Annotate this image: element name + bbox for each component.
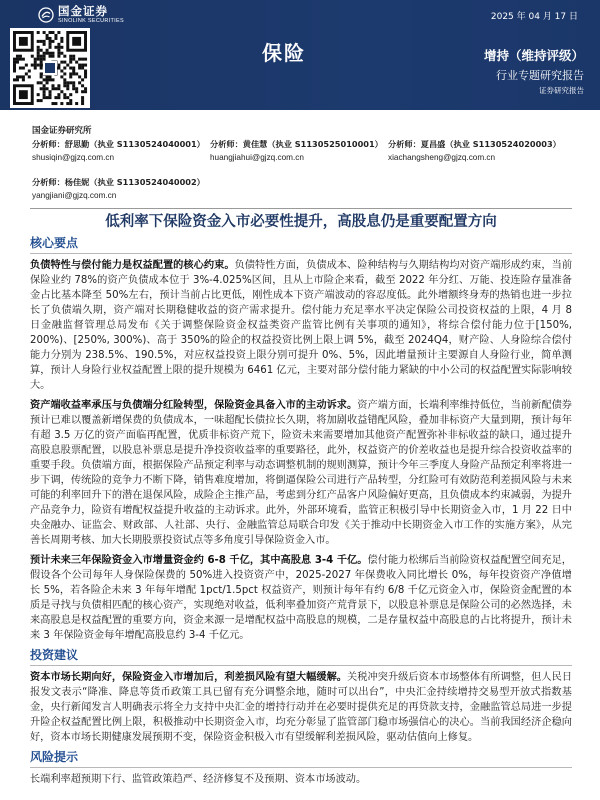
qr-module [78,75,81,78]
qr-module [54,37,57,40]
qr-module [51,55,54,58]
qr-module [13,67,16,70]
qr-module [60,46,63,49]
qr-module [37,64,40,67]
logo-english-name: SINOLINK SECURITIES [58,18,124,24]
qr-module [31,55,34,58]
qr-module [66,84,69,87]
qr-module [66,96,69,99]
qr-module [43,84,46,87]
qr-module [75,90,78,93]
qr-module [57,87,60,90]
analyst-email: xiachangsheng@gjzq.com.cn [388,153,496,162]
section-investment-advice [30,648,572,745]
paragraph [30,553,572,643]
qr-module [13,69,16,72]
analyst-label: 分析师：舒思勤（执业 S1130524040001） [32,139,205,149]
qr-module [40,40,43,43]
qr-module [66,87,69,90]
paragraph-body: 长端利率超预期下行、监管政策趋严、经济修复不及预期、资本市场波动。 [30,774,367,785]
qr-module [40,75,43,78]
qr-module [49,55,52,58]
qr-module [72,67,75,70]
qr-module [16,78,19,81]
qr-module [78,58,81,61]
qr-module [66,81,69,84]
paragraph [30,398,572,548]
qr-module [34,61,37,64]
analyst-email: shusiqin@gjzq.com.cn [32,153,115,162]
qr-module [43,93,46,96]
qr-module [49,31,52,34]
qr-module [57,46,60,49]
qr-module [63,93,66,96]
qr-module [49,52,52,55]
divider [30,208,572,209]
section-heading: 风险提示 [30,750,572,768]
qr-module [81,78,84,81]
section-heading: 投资建议 [30,648,572,666]
qr-module [63,96,66,99]
qr-module [46,75,49,78]
qr-module [13,64,16,67]
qr-module [69,99,72,102]
qr-module [57,96,60,99]
qr-module [72,37,81,46]
qr-module [81,58,84,61]
qr-module [46,96,49,99]
report-header [0,0,600,110]
qr-module [60,102,63,105]
qr-module [37,31,40,34]
qr-module [60,69,63,72]
qr-module [75,61,78,64]
report-body [30,236,572,794]
rating-label: 增持（维持评级） [483,48,584,63]
qr-module [45,63,55,73]
qr-module [19,75,22,78]
qr-module [57,67,60,70]
qr-module [13,61,16,64]
institute-name: 国金证券研究所 [32,126,92,136]
qr-module [84,64,87,67]
qr-module [75,102,78,105]
qr-module [37,52,40,55]
qr-module [54,102,57,105]
paragraph-body: 偿付能力松绑后当前险资权益配置空间充足，假设各个公司每年人身保险保费的 50%进入投资资产中，2025-2027 年保费收入同比增长 0%，每年投资资产净值增长 5%，若各险企未来 3 年每年增配 1pct/1.5pct 权益资产，则预计每年有约 6/8 千亿元资金入市，保险资金配置的本质是寻找与负债相匹配的核心资产，实现绝对收益，低利率叠加资产荒背景下，以股息补票息是保险公司的必然选择，未来高股息是权益配置的重要方向，资金来源一是增配权益中高股息的规模，二是存量权益中高股息的占比将提升，预计未来 3 年保险资金每年增配高股息约 3-4 千亿元。 [30,555,572,641]
qr-module [13,78,16,81]
qr-module [60,61,63,64]
qr-module [37,99,40,102]
paragraph-lead: 负债特性与偿付能力是权益配置的核心约束。 [30,260,235,271]
section-risk-warning [30,750,572,787]
paragraph-lead: 资产端收益率承压与负债端分红险转型，保险资金具备入市的主动诉求。 [30,400,358,411]
qr-module [37,81,40,84]
qr-module [13,58,16,61]
qr-module [37,55,40,58]
qr-module [78,64,81,67]
qr-module [54,34,57,37]
qr-module [43,31,46,34]
qr-module [54,87,57,90]
qr-module [49,75,52,78]
qr-module [40,81,43,84]
qr-module [84,69,87,72]
qr-module [49,93,52,96]
qr-module [63,55,66,58]
qr-module [69,72,72,75]
analyst-entry [388,138,561,164]
qr-module [16,75,19,78]
qr-module [84,75,87,78]
report-type: 行业专题研究报告 [496,69,584,82]
qr-module [46,78,49,81]
qr-module [78,67,81,70]
qr-module [51,31,54,34]
qr-module [37,93,40,96]
qr-module [57,49,60,52]
qr-module [40,58,43,61]
qr-module [16,55,19,58]
qr-module [28,75,31,78]
qr-module [40,55,43,58]
qr-module [57,64,60,67]
qr-code-graphic [10,28,90,108]
qr-module [57,93,60,96]
qr-module [31,64,34,67]
qr-module [81,84,84,87]
section-key-points [30,236,572,643]
logo-icon [38,7,54,23]
qr-module [34,58,37,61]
qr-module [40,72,43,75]
report-date: 2025 年 04 月 17 日 [490,12,578,22]
qr-module [22,78,25,81]
qr-module [72,55,75,58]
qr-module [72,84,75,87]
qr-module [63,72,66,75]
paragraph [30,772,572,787]
qr-module [60,37,63,40]
qr-module [40,67,43,70]
qr-module [63,84,66,87]
qr-module [46,37,49,40]
qr-module [49,46,52,49]
qr-module [69,61,72,64]
paragraph-body: 负债特性方面，负债成本、险种结构与久期结构均对资产端形成约束，当前保险业约 78%的资产负债成本位于 3%-4.025%区间，且从上市险企来看，截至 2022 年分红、万能、投连险存量准备金占比基本降至 50%左右，预计当前占比更低，刚性成本下资产端波动的容忍度低。此外增额终身寿的热销也进一步拉长了负债端久期，资产端对长期稳健收益的资产需求提升。偿付能力充足率水平决定保险公司投资权益的上限，4 月 8 日金融监督管理总局发布《关于调整保险资金权益类资产监管比例有关事项的通知》，将综合偿付能力位于[150%, 200%)、[250%, 300%)、高于 350%的险企的权益投资比例上限上调 5%，截至 2024Q4，财产险、人身险综合偿付能力分别为 238.5%、190.5%，对应权益投资上限分别可提升 0%、5%，因此增量预计主要源自人身险行业，简单测算，预计人身险行业权益配置上限的提升规模为 6461 亿元，主要对部分偿付能力紧缺的中小公司的权益配置实际影响较大。 [30,260,572,391]
qr-module [25,64,28,67]
paragraph-body: 关税冲突升级后资本市场整体有所调整，但人民日报发文表示“降准、降息等货币政策工具已留有充分调整余地，随时可以出台”，中央汇金持续增持交易型开放式指数基金，央行新闻发言人明确表示将全力支持中央汇金的增持行动并在必要时提供充足的再贷款支持，金融监管总局进一步提升险企权益配置比例上限，积极推动中长期资金入市，均充分彰显了监管部门稳市场强信心的决心。当前我国经济企稳向好，资本市场长期健康发展预期不变，保险资金积极入市有望缓解利差损风险，驱动估值向上修复。 [30,672,572,743]
qr-module [43,87,46,90]
paragraph-lead: 预计未来三年保险资金入市增量资金约 6-8 千亿，其中高股息 3-4 千亿。 [30,555,368,566]
qr-module [19,37,28,46]
qr-module [81,67,84,70]
analyst-email: yangjiani@gjzq.com.cn [32,191,117,200]
qr-module [43,40,46,43]
qr-module [37,46,40,49]
paragraph [30,670,572,745]
qr-module [43,58,46,61]
qr-module [84,87,87,90]
qr-module [51,102,54,105]
qr-module [19,90,28,99]
report-category: 证券研究报告 [539,86,584,95]
qr-module [66,102,69,105]
qr-module [22,75,25,78]
analyst-label: 分析师：杨佳妮（执业 S1130524040002） [32,177,205,187]
qr-module [66,64,69,67]
qr-module [37,58,40,61]
qr-module [63,67,66,70]
qr-module [51,84,54,87]
qr-module [51,52,54,55]
qr-module [22,58,25,61]
qr-module [49,37,52,40]
qr-module [49,43,52,46]
rating-block [484,48,584,96]
qr-module [19,67,22,70]
qr-module [84,58,87,61]
qr-module [69,81,72,84]
qr-module [46,87,49,90]
qr-module [81,99,84,102]
qr-module [60,52,63,55]
qr-module [49,90,52,93]
section-heading: 核心要点 [30,236,572,254]
qr-module [69,55,72,58]
qr-module [46,81,49,84]
qr-module [43,90,46,93]
analyst-entry [210,138,383,164]
qr-module [16,61,19,64]
qr-module [51,78,54,81]
qr-module [63,78,66,81]
qr-module [43,55,46,58]
brand-logo [38,5,124,25]
qr-module [43,43,46,46]
logo-name: 国金证券 [58,4,108,18]
qr-module [25,72,28,75]
qr-module [63,81,66,84]
qr-module [37,40,40,43]
qr-module [60,40,63,43]
analyst-label: 分析师：黄佳慧（执业 S1130525010001） [210,139,383,149]
qr-module [84,90,87,93]
qr-module [69,75,72,78]
qr-module [72,81,75,84]
analyst-entry [32,138,205,164]
qr-module [78,81,81,84]
analyst-label: 分析师：夏昌盛（执业 S1130524020003） [388,139,561,149]
qr-module [40,49,43,52]
paragraph-lead: 资本市场长期向好，保险资金入市增加后，利差损风险有望大幅缓解。 [30,672,348,683]
qr-module [72,87,75,90]
qr-module [72,72,75,75]
qr-module [43,96,46,99]
qr-module [69,58,72,61]
analyst-entry [32,176,205,202]
qr-module [54,46,57,49]
qr-module [19,55,22,58]
qr-module [72,58,75,61]
qr-module [84,72,87,75]
qr-module [51,87,54,90]
qr-module [34,67,37,70]
qr-module [46,49,49,52]
qr-module [81,102,84,105]
qr-module [54,96,57,99]
qr-module [60,90,63,93]
qr-module [34,64,37,67]
qr-module [69,93,72,96]
qr-module [60,75,63,78]
qr-module [43,52,46,55]
qr-module [49,96,52,99]
qr-module [63,61,66,64]
qr-module [57,43,60,46]
qr-module [49,40,52,43]
qr-module [69,67,72,70]
qr-module [40,61,43,64]
qr-module [75,87,78,90]
qr-module [51,40,54,43]
qr-module [57,52,60,55]
qr-module [43,78,46,81]
qr-module [69,102,72,105]
qr-module [81,96,84,99]
industry-name: 保险 [262,41,306,65]
qr-module [46,34,49,37]
qr-module [57,84,60,87]
qr-module [28,69,31,72]
qr-module [19,58,22,61]
report-title: 低利率下保险资金入市必要性提升，高股息仍是重要配置方向 [105,214,497,230]
qr-module [57,55,60,58]
qr-module [22,67,25,70]
paragraph-body: 资产端方面，长端利率维持低位，当前新配债券预计已难以覆盖新增保费的负债成本，一味超配长债拉长久期，将加剧收益错配风险，叠加非标资产大量到期，预计每年有超 3.5 万亿的资产面临再配置，优质非标资产荒下，险资未来需要增加其他资产配置弥补非标收益的缺口，通过提升高股息股票配置，以股息补票息是提升净投资收益率的重要路径，此外，权益资产的价差收益也是提升综合投资收益率的重要手段。负债端方面，根据保险产品预定利率与动态调整机制的规则测算，预计今年三季度人身险产品预定利率将进一步下调，传统险的竞争力不断下降，销售难度增加，将倒逼保险公司进行产品转型，分红险可有效防范利差损风险与未来可能的利率回升下的潜在退保风险，成险企主推产品，考虑到分红产品客户风险偏好更高，且负债成本约束减弱，为提升产品竞争力，险资有增配权益提升收益的主动诉求。此外，外部环境看，监管正积极引导中长期资金入市，1 月 22 日中央金融办、证监会、财政部、人社部、央行、金融监管总局联合印发《关于推动中长期资金入市工作的实施方案》，从完善长周期考核、加大长期股票投资试点等多角度引导保险资金入市。 [30,400,572,546]
qr-module [81,64,84,67]
qr-module [40,64,43,67]
qr-module [37,49,40,52]
qr-code [10,28,90,108]
qr-module [49,78,52,81]
qr-module [16,58,19,61]
qr-module [72,69,75,72]
qr-module [57,31,60,34]
paragraph [30,258,572,393]
qr-module [40,87,43,90]
analyst-email: huangjiahui@gjzq.com.cn [210,153,304,162]
qr-module [75,72,78,75]
qr-module [40,99,43,102]
qr-module [81,90,84,93]
qr-module [46,52,49,55]
